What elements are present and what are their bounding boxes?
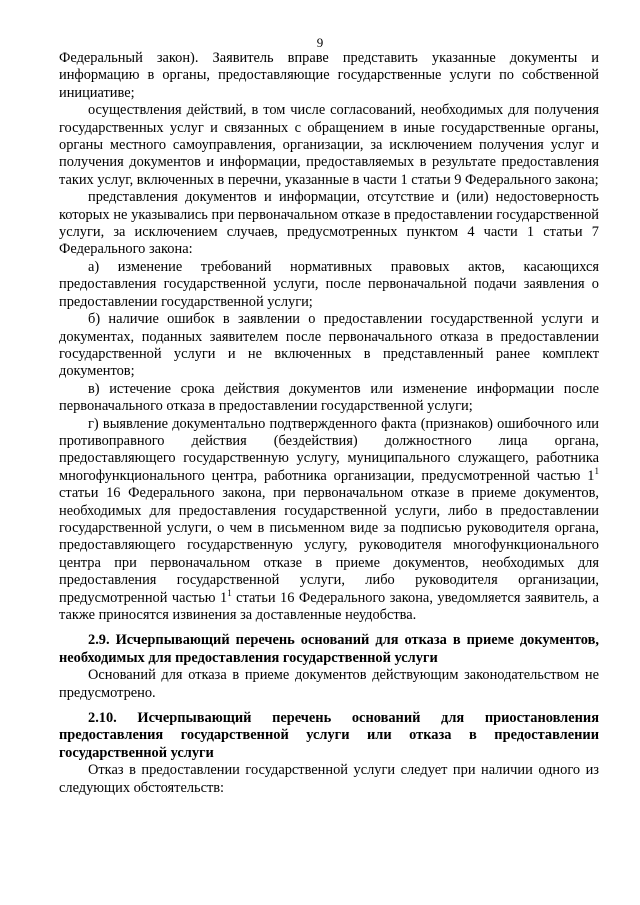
list-item-v: в) истечение срока действия документов или изменение информации после первоначального отказа в предоставлении государственной услуги; <box>59 380 599 415</box>
item-g-text-3: статьи 16 Федерального закона, уведомляется заявитель, а также приносятся извинения за доставленные неудобства. <box>59 589 599 623</box>
footnote-superscript: 1 <box>227 587 232 598</box>
section-gap <box>59 624 599 632</box>
paragraph-documents: представления документов и информации, отсутствие и (или) недостоверность которых не указывались при первоначальном отказе в предоставлении государственной услуги, за исключением случаев, предусмотренных пунктом 4 части 1 статьи 7 Федерального закона: <box>59 189 599 258</box>
section-2-10-heading: 2.10. Исчерпывающий перечень оснований для приостановления предоставления государственной услуги или отказа в предоставлении государственной услуги <box>59 710 599 761</box>
item-g-text-2: статьи 16 Федерального закона, при первоначальном отказе в приеме документов, необходимых для предоставления государственной услуги, либо в предоставлении государственной услуги, о чем в письменном виде за подписью руководителя органа, предоставляющего государственную услугу, руководителя многофункционального центра при первоначальном отказе в приеме документов, необходимых для предоставления государственной услуги, либо руководителя организации, предусмотренной частью 1 <box>59 485 599 606</box>
footnote-superscript: 1 <box>594 465 599 476</box>
document-body <box>59 50 599 797</box>
paragraph-actions: осуществления действий, в том числе согласований, необходимых для получения государственных услуг и связанных с обращением в иные государственные органы, органы местного самоуправления, организации, за исключением получения услуг и получения документов и информации, предоставляемых в результате предоставления таких услуг, включенных в перечни, указанные в части 1 статьи 9 Федерального закона; <box>59 102 599 188</box>
list-item-b: б) наличие ошибок в заявлении о предоставлении государственной услуги и документах, поданных заявителем после первоначального отказа в предоставлении государственной услуги и не включенных в представленный ранее комплект документов; <box>59 311 599 380</box>
list-item-a: а) изменение требований нормативных правовых актов, касающихся предоставления государственной услуги, после первоначальной подачи заявления о предоставлении государственной услуги; <box>59 258 599 310</box>
section-2-9-heading: 2.9. Исчерпывающий перечень оснований для отказа в приеме документов, необходимых для предоставления государственной услуги <box>59 632 599 666</box>
section-2-10-text: Отказ в предоставлении государственной услуги следует при наличии одного из следующих обстоятельств: <box>59 762 599 796</box>
item-g-text-1: г) выявление документально подтвержденного факта (признаков) ошибочного или противоправного действия (бездействия) должностного лица органа, предоставляющего государственную услугу, муниципального служащего, работника многофункционального центра, работника организации, предусмотренной частью 1 <box>59 415 599 484</box>
list-item-g <box>59 416 599 625</box>
section-2-9-text: Оснований для отказа в приеме документов действующим законодательством не предусмотрено. <box>59 667 599 701</box>
section-gap <box>59 702 599 710</box>
page-number: 9 <box>316 35 324 50</box>
paragraph-continuation: Федеральный закон). Заявитель вправе представить указанные документы и информацию в органы, предоставляющие государственные услуги по собственной инициативе; <box>59 50 599 101</box>
